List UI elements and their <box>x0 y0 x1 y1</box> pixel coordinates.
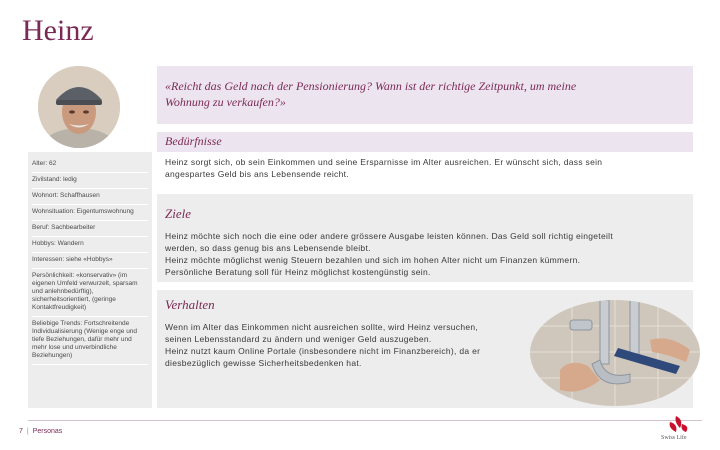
footer-label: Personas <box>32 428 63 435</box>
avatar <box>38 66 120 148</box>
page-number: 7 <box>19 428 23 435</box>
text-line: Heinz nutzt kaum Online Portale (insbesondere nicht im Finanzbereich), da er <box>165 346 481 356</box>
text-line: diesbezüglich gewisse Sicherheitsbedenken hat. <box>165 358 362 368</box>
profile-marital-status: Zivilstand: ledig <box>32 173 148 189</box>
section-heading-beduerfnisse: Bedürfnisse <box>157 132 693 152</box>
profile-profession: Beruf: Sachbearbeiter <box>32 221 148 237</box>
text-line: Persönliche Beratung soll für Heinz möglichst kostengünstig sein. <box>165 267 431 277</box>
quote-line: «Reicht das Geld nach der Pensionierung? Wann ist der richtige Zeitpunkt, um meine <box>165 79 577 93</box>
text-line: Wenn im Alter das Einkommen nicht ausreichen sollte, wird Heinz versuchen, <box>165 322 479 332</box>
quote-line: Wohnung zu verkaufen?» <box>165 95 286 109</box>
footer-divider <box>28 420 702 421</box>
swiss-life-logo <box>660 414 700 440</box>
text-line: angespartes Geld bis ans Lebensende reicht. <box>165 169 349 179</box>
ziele-text <box>165 230 613 278</box>
verhalten-text <box>165 321 480 369</box>
profile-sidebar <box>28 152 152 408</box>
beduerfnisse-text <box>165 156 602 180</box>
section-heading-ziele: Ziele <box>165 206 191 221</box>
section-heading-verhalten: Verhalten <box>165 297 215 312</box>
profile-housing: Wohnsituation: Eigentumswohnung <box>32 205 148 221</box>
profile-trends: Beliebige Trends: Fortschreitende Individualisierung (Wenige enge und tiefe Beziehungen, dafür mehr und mehr lose und unverbindliche Beziehungen) <box>32 317 148 365</box>
footer-separator: | <box>26 428 29 435</box>
profile-interests: Interessen: siehe «Hobbys» <box>32 253 148 269</box>
text-line: Heinz möchte sich noch die eine oder andere grössere Ausgabe leisten können. Das Geld soll richtig eingeteilt <box>165 231 614 241</box>
text-line: werden, so dass genug bis ans Lebensende bleibt. <box>165 243 371 253</box>
page-title: Heinz <box>22 14 94 47</box>
quote-box <box>157 66 693 124</box>
profile-residence: Wohnort: Schaffhausen <box>32 189 148 205</box>
profile-personality: Persönlichkeit: «konservativ» (im eigenen Umfeld verwurzelt, sparsam und anlehnbedürftig), sicherheitsorientiert, (geringe Kontaktfreudigkeit) <box>32 269 148 317</box>
profile-age: Alter: 62 <box>32 160 148 173</box>
footer <box>19 428 62 435</box>
profile-hobbies: Hobbys: Wandern <box>32 237 148 253</box>
text-line: Heinz sorgt sich, ob sein Einkommen und seine Ersparnisse im Alter ausreichen. Er wünscht sich, dass sein <box>165 157 603 167</box>
text-line: seinen Lebensstandard zu ändern und weniger Geld auszugeben. <box>165 334 432 344</box>
plumbing-photo <box>530 300 700 406</box>
text-line: Heinz möchte möglichst wenig Steuern bezahlen und sich im hohen Alter nicht um Finanzen kümmern. <box>165 255 581 265</box>
logo-text: Swiss Life <box>661 435 687 440</box>
